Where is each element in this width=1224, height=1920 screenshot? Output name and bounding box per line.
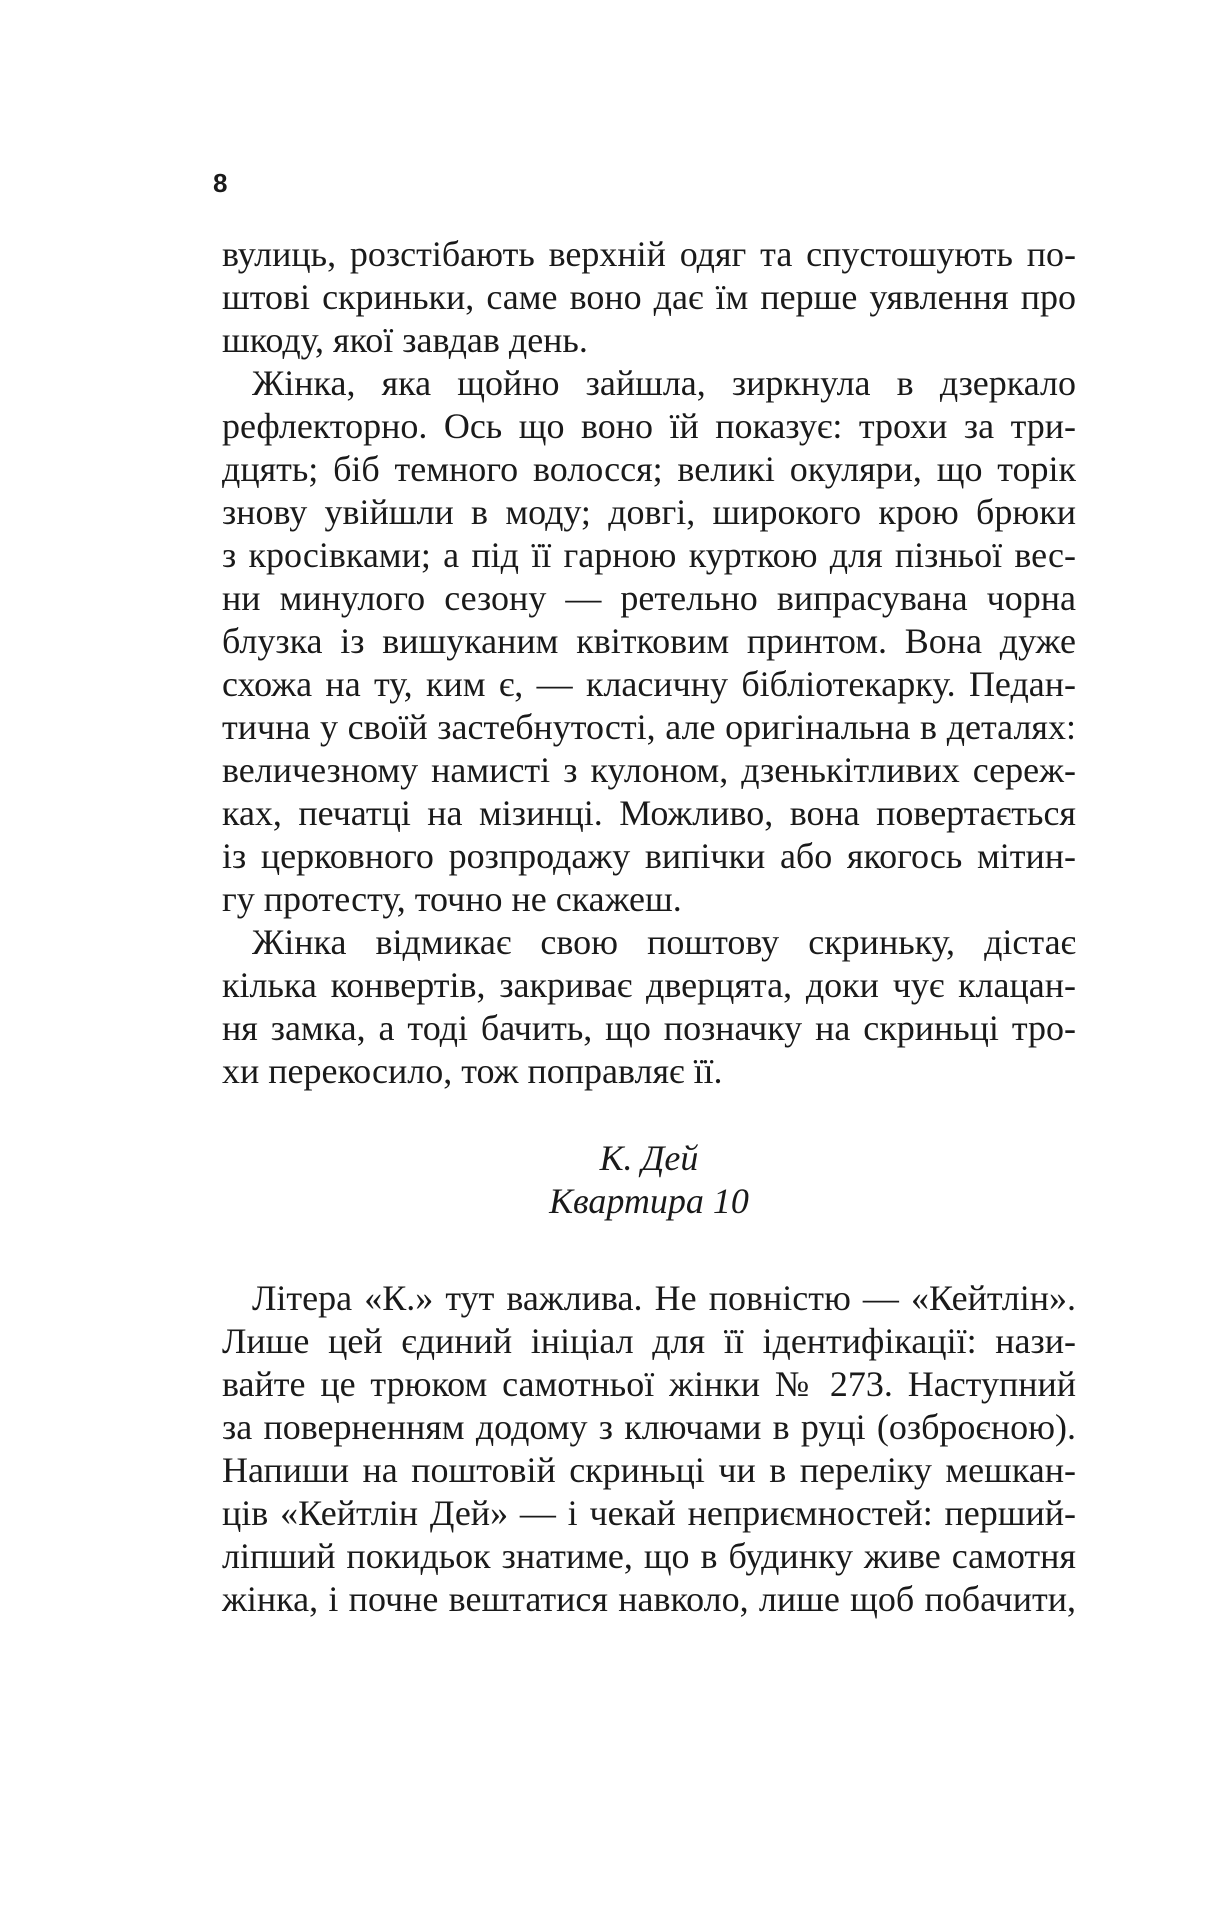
text-line: рефлекторно. Ось що воно їй показує: трохи за три- <box>222 406 1076 446</box>
mailbox-label-name: К. Дей <box>599 1138 699 1178</box>
text-line: ни минулого сезону — ретельно випрасувана чорна <box>222 578 1076 618</box>
text-line: кілька конвертів, закриває дверцята, доки чує клацан- <box>222 965 1076 1005</box>
text-line: ках, печатці на мізинці. Можливо, вона повертається <box>222 793 1076 833</box>
text-line: ня замка, а тоді бачить, що позначку на скриньці тро- <box>222 1008 1076 1048</box>
text-line: ліпший покидьок знатиме, що в будинку живе самотня <box>222 1536 1076 1576</box>
text-line: вулиць, розстібають верхній одяг та спустошують по- <box>222 234 1076 274</box>
text-line: Лише цей єдиний ініціал для її ідентифікації: нази- <box>222 1321 1076 1361</box>
text-line: вайте це трюком самотньої жінки № 273. Наступний <box>222 1364 1076 1404</box>
text-line: Літера «К.» тут важлива. Не повністю — «Кейтлін». <box>252 1278 1076 1318</box>
text-line: тична у своїй застебнутості, але оригінальна в деталях: <box>222 707 1076 747</box>
text-line: дцять; біб темного волосся; великі окуляри, що торік <box>222 449 1076 489</box>
mailbox-label-apartment: Квартира 10 <box>549 1181 749 1221</box>
text-line: хи перекосило, тож поправляє її. <box>222 1051 723 1091</box>
text-line: знову увійшли в моду; довгі, широкого крою брюки <box>222 492 1076 532</box>
text-line: за поверненням додому з ключами в руці (озброєною). <box>222 1407 1076 1447</box>
text-line: блузка із вишуканим квітковим принтом. Вона дуже <box>222 621 1076 661</box>
text-line: шкоду, якої завдав день. <box>222 320 588 360</box>
text-line: Жінка, яка щойно зайшла, зиркнула в дзеркало <box>252 363 1076 403</box>
text-line: ців «Кейтлін Дей» — і чекай неприємностей: перший- <box>222 1493 1076 1533</box>
text-line: Жінка відмикає свою поштову скриньку, дістає <box>252 922 1076 962</box>
text-line: із церковного розпродажу випічки або якогось мітин- <box>222 836 1076 876</box>
text-line: гу протесту, точно не скажеш. <box>222 879 682 919</box>
text-line: величезному намисті з кулоном, дзенькітливих сереж- <box>222 750 1076 790</box>
text-line: жінка, і почне вештатися навколо, лише щоб побачити, <box>222 1579 1076 1619</box>
text-line: з кросівками; а під її гарною курткою для пізньої вес- <box>222 535 1076 575</box>
text-line: Напиши на поштовій скриньці чи в переліку мешкан- <box>222 1450 1076 1490</box>
text-line: штові скриньки, саме воно дає їм перше уявлення про <box>222 277 1076 317</box>
text-line: схожа на ту, ким є, — класичну бібліотекарку. Педан- <box>222 664 1076 704</box>
page-number: 8 <box>213 168 228 198</box>
